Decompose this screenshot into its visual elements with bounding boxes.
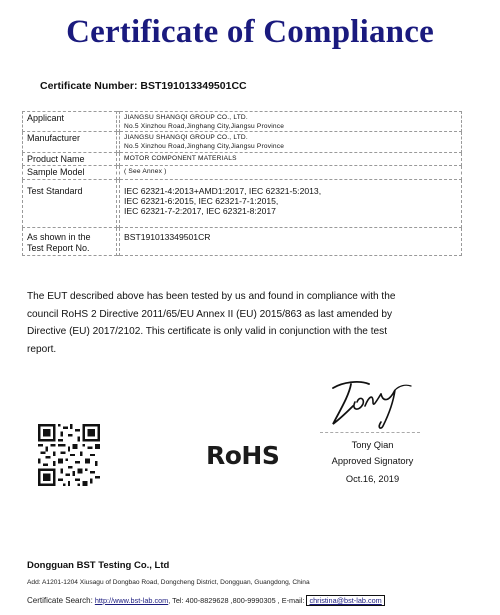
product-name-label: Product Name <box>23 153 117 166</box>
product-name-value: MOTOR COMPONENT MATERIALS <box>120 153 462 166</box>
test-standard-label: Test Standard <box>23 180 117 228</box>
telephone-numbers: , Tel: 400-8829628 ,800-9990305 , <box>168 596 280 605</box>
manufacturer-name: JIANGSU SHANGQI GROUP CO., LTD. <box>124 134 248 141</box>
test-standard-line-3: IEC 62321-7-2:2017, IEC 62321-8:2017 <box>124 206 276 216</box>
certificate-search-label: Certificate Search: <box>27 596 93 605</box>
rohs-logo: RoHS <box>206 441 280 470</box>
signature-date: Oct.16, 2019 <box>345 474 400 484</box>
manufacturer-value <box>120 132 462 153</box>
certificate-number <box>40 80 247 92</box>
test-standard-line-2: IEC 62321-6:2015, IEC 62321-7-1:2015, <box>124 196 279 206</box>
manufacturer-label: Manufacturer <box>23 132 117 153</box>
test-standard-value <box>120 180 462 228</box>
certificate-number-label: Certificate Number: <box>40 80 138 92</box>
certificate-number-value: BST191013349501CC <box>140 80 247 92</box>
sample-model-row <box>23 166 462 180</box>
test-report-row <box>23 228 462 256</box>
manufacturer-row <box>23 132 462 153</box>
compliance-statement <box>27 288 454 358</box>
product-name-row <box>23 153 462 166</box>
company-name: Dongguan BST Testing Co., Ltd <box>27 560 170 571</box>
test-report-label-line-2: Test Report No. <box>27 243 90 253</box>
applicant-row <box>23 112 462 132</box>
email-link[interactable]: christina@bst-lab.com <box>306 595 384 606</box>
sample-model-label: Sample Model <box>23 166 117 180</box>
test-report-label <box>23 228 117 256</box>
manufacturer-address: No.5 Xinzhou Road,Jinghang City,Jiangsu Province <box>124 143 285 150</box>
statement-line-1: The EUT described above has been tested by us and found in compliance with the <box>27 291 396 302</box>
test-report-label-line-1: As shown in the <box>27 232 91 242</box>
signature-line <box>320 432 420 433</box>
certificate-info-table <box>22 111 462 256</box>
statement-line-4: report. <box>27 343 57 355</box>
email-label: E-mail: <box>281 596 305 605</box>
test-standard-row <box>23 180 462 228</box>
certificate-title: Certificate of Compliance <box>66 14 434 50</box>
company-address: Add: A1201-1204 Xiusagu of Dongbao Road, Dongcheng District, Dongguan, Guangdong, China <box>27 579 310 586</box>
applicant-name: JIANGSU SHANGQI GROUP CO., LTD. <box>124 114 248 121</box>
sample-model-value: ( See Annex ) <box>120 166 462 180</box>
statement-line-3: Directive (EU) 2017/2102. This certificate is only valid in conjunction with the test <box>27 326 387 337</box>
certificate-search-line <box>27 596 385 605</box>
signatory-name: Tony Qian <box>351 440 394 450</box>
handwritten-signature <box>325 372 415 432</box>
qr-code <box>38 424 100 486</box>
applicant-address: No.5 Xinzhou Road,Jinghang City,Jiangsu Province <box>124 123 285 130</box>
statement-line-2: council RoHS 2 Directive 2011/65/EU Annex II (EU) 2015/863 as last amended by <box>27 308 393 320</box>
test-report-number: BST191013349501CR <box>120 228 462 256</box>
applicant-value <box>120 112 462 132</box>
signatory-role: Approved Signatory <box>331 456 414 466</box>
applicant-label: Applicant <box>23 112 117 132</box>
test-standard-line-1: IEC 62321-4:2013+AMD1:2017, IEC 62321-5:2013, <box>124 186 322 196</box>
website-link[interactable]: http://www.bst-lab.com <box>94 596 169 605</box>
